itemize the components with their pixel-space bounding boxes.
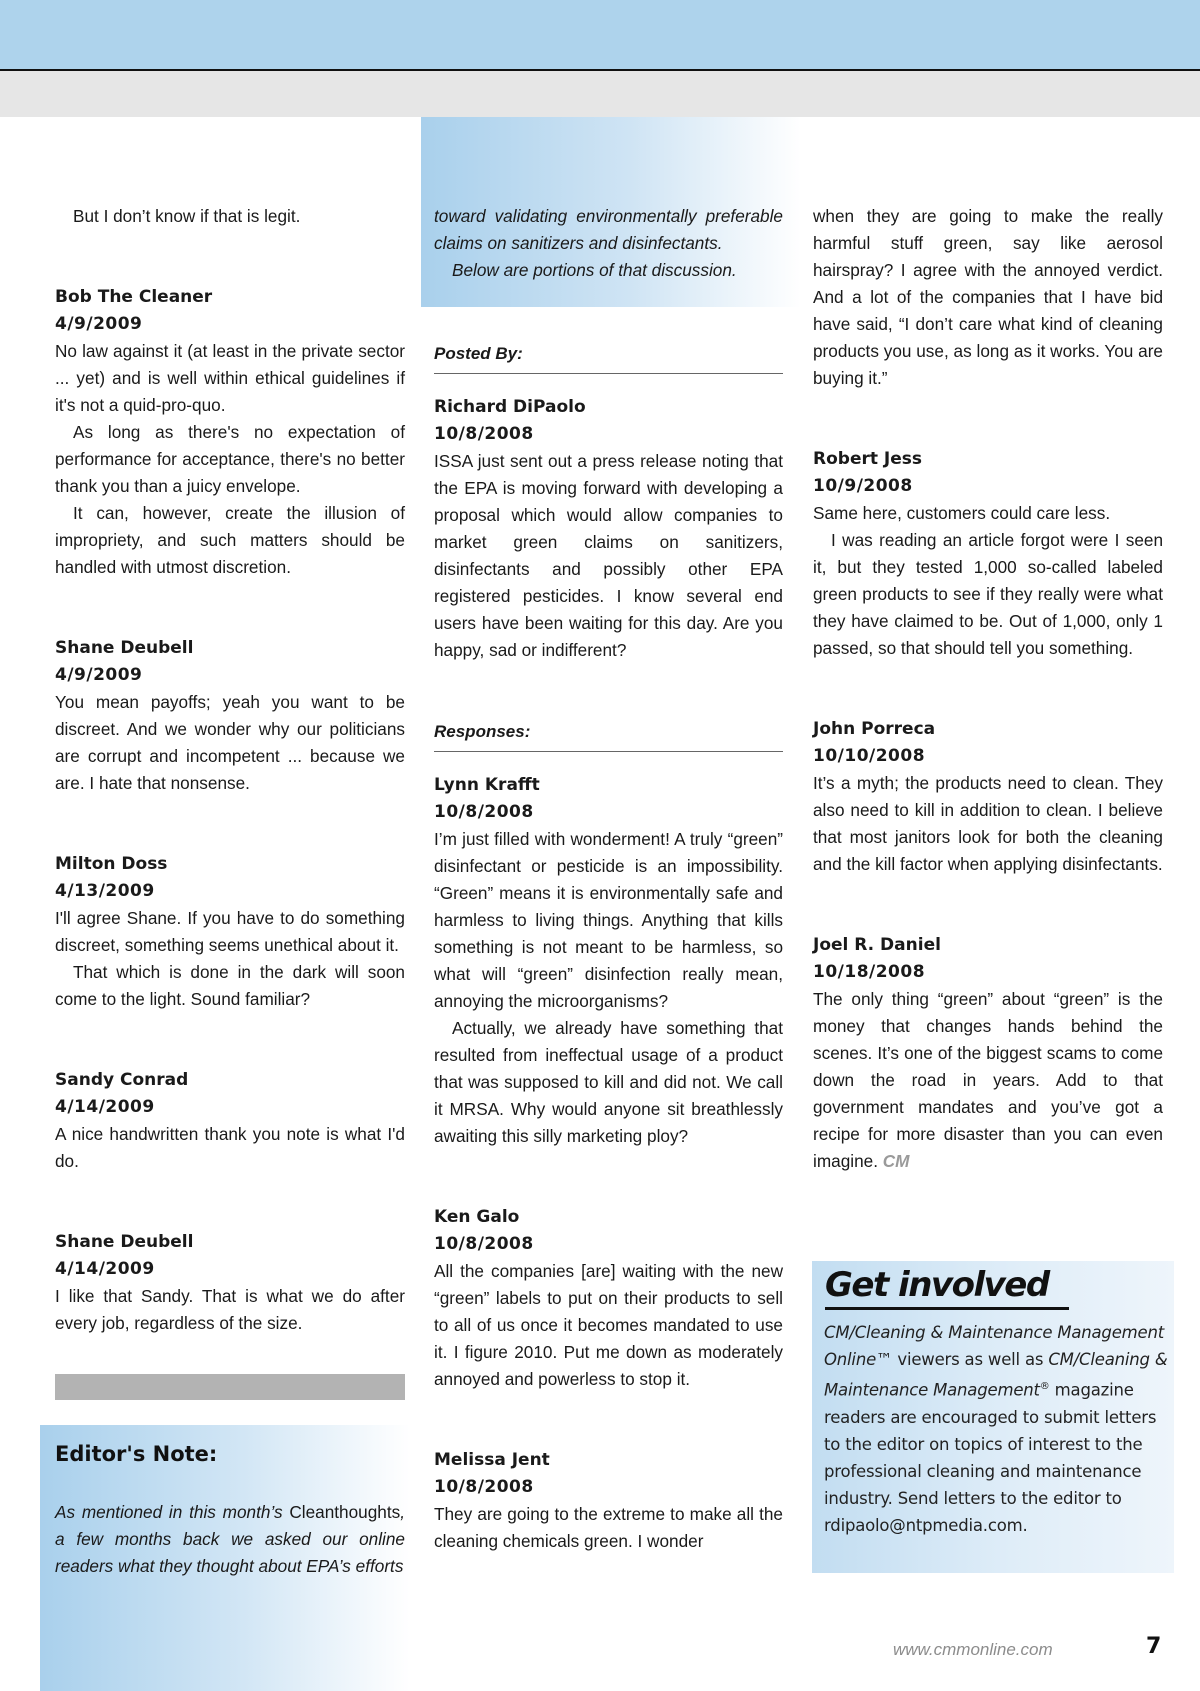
post-paragraph: It can, however, create the illusion of impropriety, and such matters should be handled with utmost discretion. <box>55 503 405 577</box>
lead-text: when they are going to make the really harmful stuff green, say like aerosol hairspray? I agree with the annoyed verdict. And a lot of the companies that I have bid have said, “I don’t care what kind of cleaning products you use, as long as it works. You are buying it.” <box>813 206 1163 388</box>
post <box>55 635 405 797</box>
post-paragraph: Same here, customers could care less. <box>813 503 1111 523</box>
post <box>55 284 405 581</box>
post <box>813 932 1163 1175</box>
post-author: Shane Deubell <box>55 638 194 658</box>
post-author: John Porreca <box>813 719 936 739</box>
publication-name: Cleanthoughts <box>289 1502 401 1522</box>
intro-text: toward validating environmentally preferable claims on sanitizers and disinfectants. <box>434 206 783 253</box>
column-3 <box>813 203 1163 1175</box>
post-paragraph: I'll agree Shane. If you have to do something discreet, something seems unethical about it. <box>55 908 405 955</box>
post-author: Bob The Cleaner <box>55 287 213 307</box>
post-date: 4/14/2009 <box>55 1097 155 1117</box>
editor-note-text: As mentioned in this month’s Cleanthoughts, a few months back we asked our online readers what they thought about EPA’s efforts <box>55 1502 405 1576</box>
post-author: Robert Jess <box>813 449 922 469</box>
post-date: 10/10/2008 <box>813 746 926 766</box>
post-paragraph: You mean payoffs; yeah you want to be discreet. And we wonder why our politicians are corrupt and incompetent ... because we are. I hate that nonsense. <box>55 692 405 793</box>
get-involved-title: Get involved <box>825 1263 1069 1310</box>
post-author: Joel R. Daniel <box>813 935 941 955</box>
post-author: Lynn Krafft <box>434 775 540 795</box>
post-author: Shane Deubell <box>55 1232 194 1252</box>
column-1 <box>55 203 405 1337</box>
post <box>434 394 783 664</box>
post-date: 4/14/2009 <box>55 1259 155 1279</box>
post-author: Richard DiPaolo <box>434 397 586 417</box>
post-author: Sandy Conrad <box>55 1070 189 1090</box>
footer-url[interactable]: www.cmmonline.com <box>893 1640 1053 1659</box>
post-paragraph: ISSA just sent out a press release noting that the EPA is moving forward with developing a proposal which would allow companies to market green claims on sanitizers, disinfectants and possibly other EPA registered pesticides. I know several end users have been waiting for this day. Are you happy, sad or indifferent? <box>434 451 783 660</box>
get-involved-text: CM/Cleaning & Maintenance Management Online™ viewers as well as CM/Cleaning & Maintenance Management® magazine readers are encouraged to submit letters to the editor on topics of interest to the professional cleaning and maintenance industry. Send letters to the editor to rdipaolo@ntpmedia.com. <box>824 1323 1168 1535</box>
post-paragraph: It’s a myth; the products need to clean. They also need to kill in addition to clean. I believe that most janitors look for both the cleaning and the kill factor when applying disinfectants. <box>813 773 1163 874</box>
editor-note-title: Editor's Note: <box>55 1442 218 1466</box>
post <box>55 1229 405 1337</box>
post-paragraph: I’m just filled with wonderment! A truly “green” disinfectant or pesticide is an impossibility. “Green” means it is environmentally safe and harmless to living things. Anything that kills something is not meant to be harmless, so what will “green” disinfection really mean, annoying the microorganisms? <box>434 829 783 1011</box>
post-date: 10/9/2008 <box>813 476 913 496</box>
post <box>55 1067 405 1175</box>
post-date: 10/8/2008 <box>434 1234 534 1254</box>
post <box>434 1447 783 1555</box>
post <box>813 446 1163 662</box>
post-author: Melissa Jent <box>434 1450 550 1470</box>
post-date: 4/9/2009 <box>55 314 143 334</box>
post-paragraph: They are going to the extreme to make all the cleaning chemicals green. I wonder <box>434 1504 783 1551</box>
post-paragraph: I was reading an article forgot were I seen it, but they tested 1,000 so-called labeled green products to see if they really were what they have claimed to be. Out of 1,000, only 1 passed, so that should tell you something. <box>813 530 1163 658</box>
post <box>434 772 783 1150</box>
top-color-band <box>0 0 1200 69</box>
end-tag: CM <box>882 1151 910 1171</box>
post-paragraph: All the companies [are] waiting with the new “green” labels to put on their products to sell to all of us once it becomes mandated to use it. I figure 2010. Put me down as moderately annoyed and powerless to stop it. <box>434 1261 783 1389</box>
post-paragraph: That which is done in the dark will soon come to the light. Sound familiar? <box>55 962 405 1009</box>
post <box>813 716 1163 878</box>
page-number: 7 <box>1146 1634 1162 1659</box>
post <box>55 851 405 1013</box>
posted-by-heading: Posted By: <box>434 340 783 374</box>
post-date: 10/8/2008 <box>434 424 534 444</box>
post-paragraph: A nice handwritten thank you note is what I'd do. <box>55 1124 405 1171</box>
post-paragraph: I like that Sandy. That is what we do after every job, regardless of the size. <box>55 1286 405 1333</box>
post-date: 4/13/2009 <box>55 881 155 901</box>
header-grey-band <box>0 71 1200 117</box>
post-author: Ken Galo <box>434 1207 520 1227</box>
post-author: Milton Doss <box>55 854 168 874</box>
post-paragraph: Actually, we already have something that resulted from ineffectual usage of a product that was supposed to kill and did not. We call it MRSA. Why would anyone sit breathlessly awaiting this silly marketing ploy? <box>434 1018 783 1146</box>
post-paragraph: As long as there's no expectation of performance for acceptance, there's no better thank you than a juicy envelope. <box>55 422 405 496</box>
post-date: 10/8/2008 <box>434 1477 534 1497</box>
post-paragraph: No law against it (at least in the private sector ... yet) and is well within ethical guidelines if it's not a quid-pro-quo. <box>55 341 405 415</box>
post-paragraph: The only thing “green” about “green” is the money that changes hands behind the scenes. It’s one of the biggest scams to come down the road in years. Add to that government mandates and you’ve got a recipe for more disaster than you can even imagine. CM <box>813 989 1163 1171</box>
lead-text: But I don’t know if that is legit. <box>73 206 301 226</box>
post-date: 10/8/2008 <box>434 802 534 822</box>
intro-text: Below are portions of that discussion. <box>452 260 737 280</box>
post-date: 10/18/2008 <box>813 962 926 982</box>
column-2 <box>434 203 783 1555</box>
post <box>434 1204 783 1393</box>
responses-heading: Responses: <box>434 718 783 752</box>
column-divider-bar <box>55 1374 405 1400</box>
post-date: 4/9/2009 <box>55 665 143 685</box>
